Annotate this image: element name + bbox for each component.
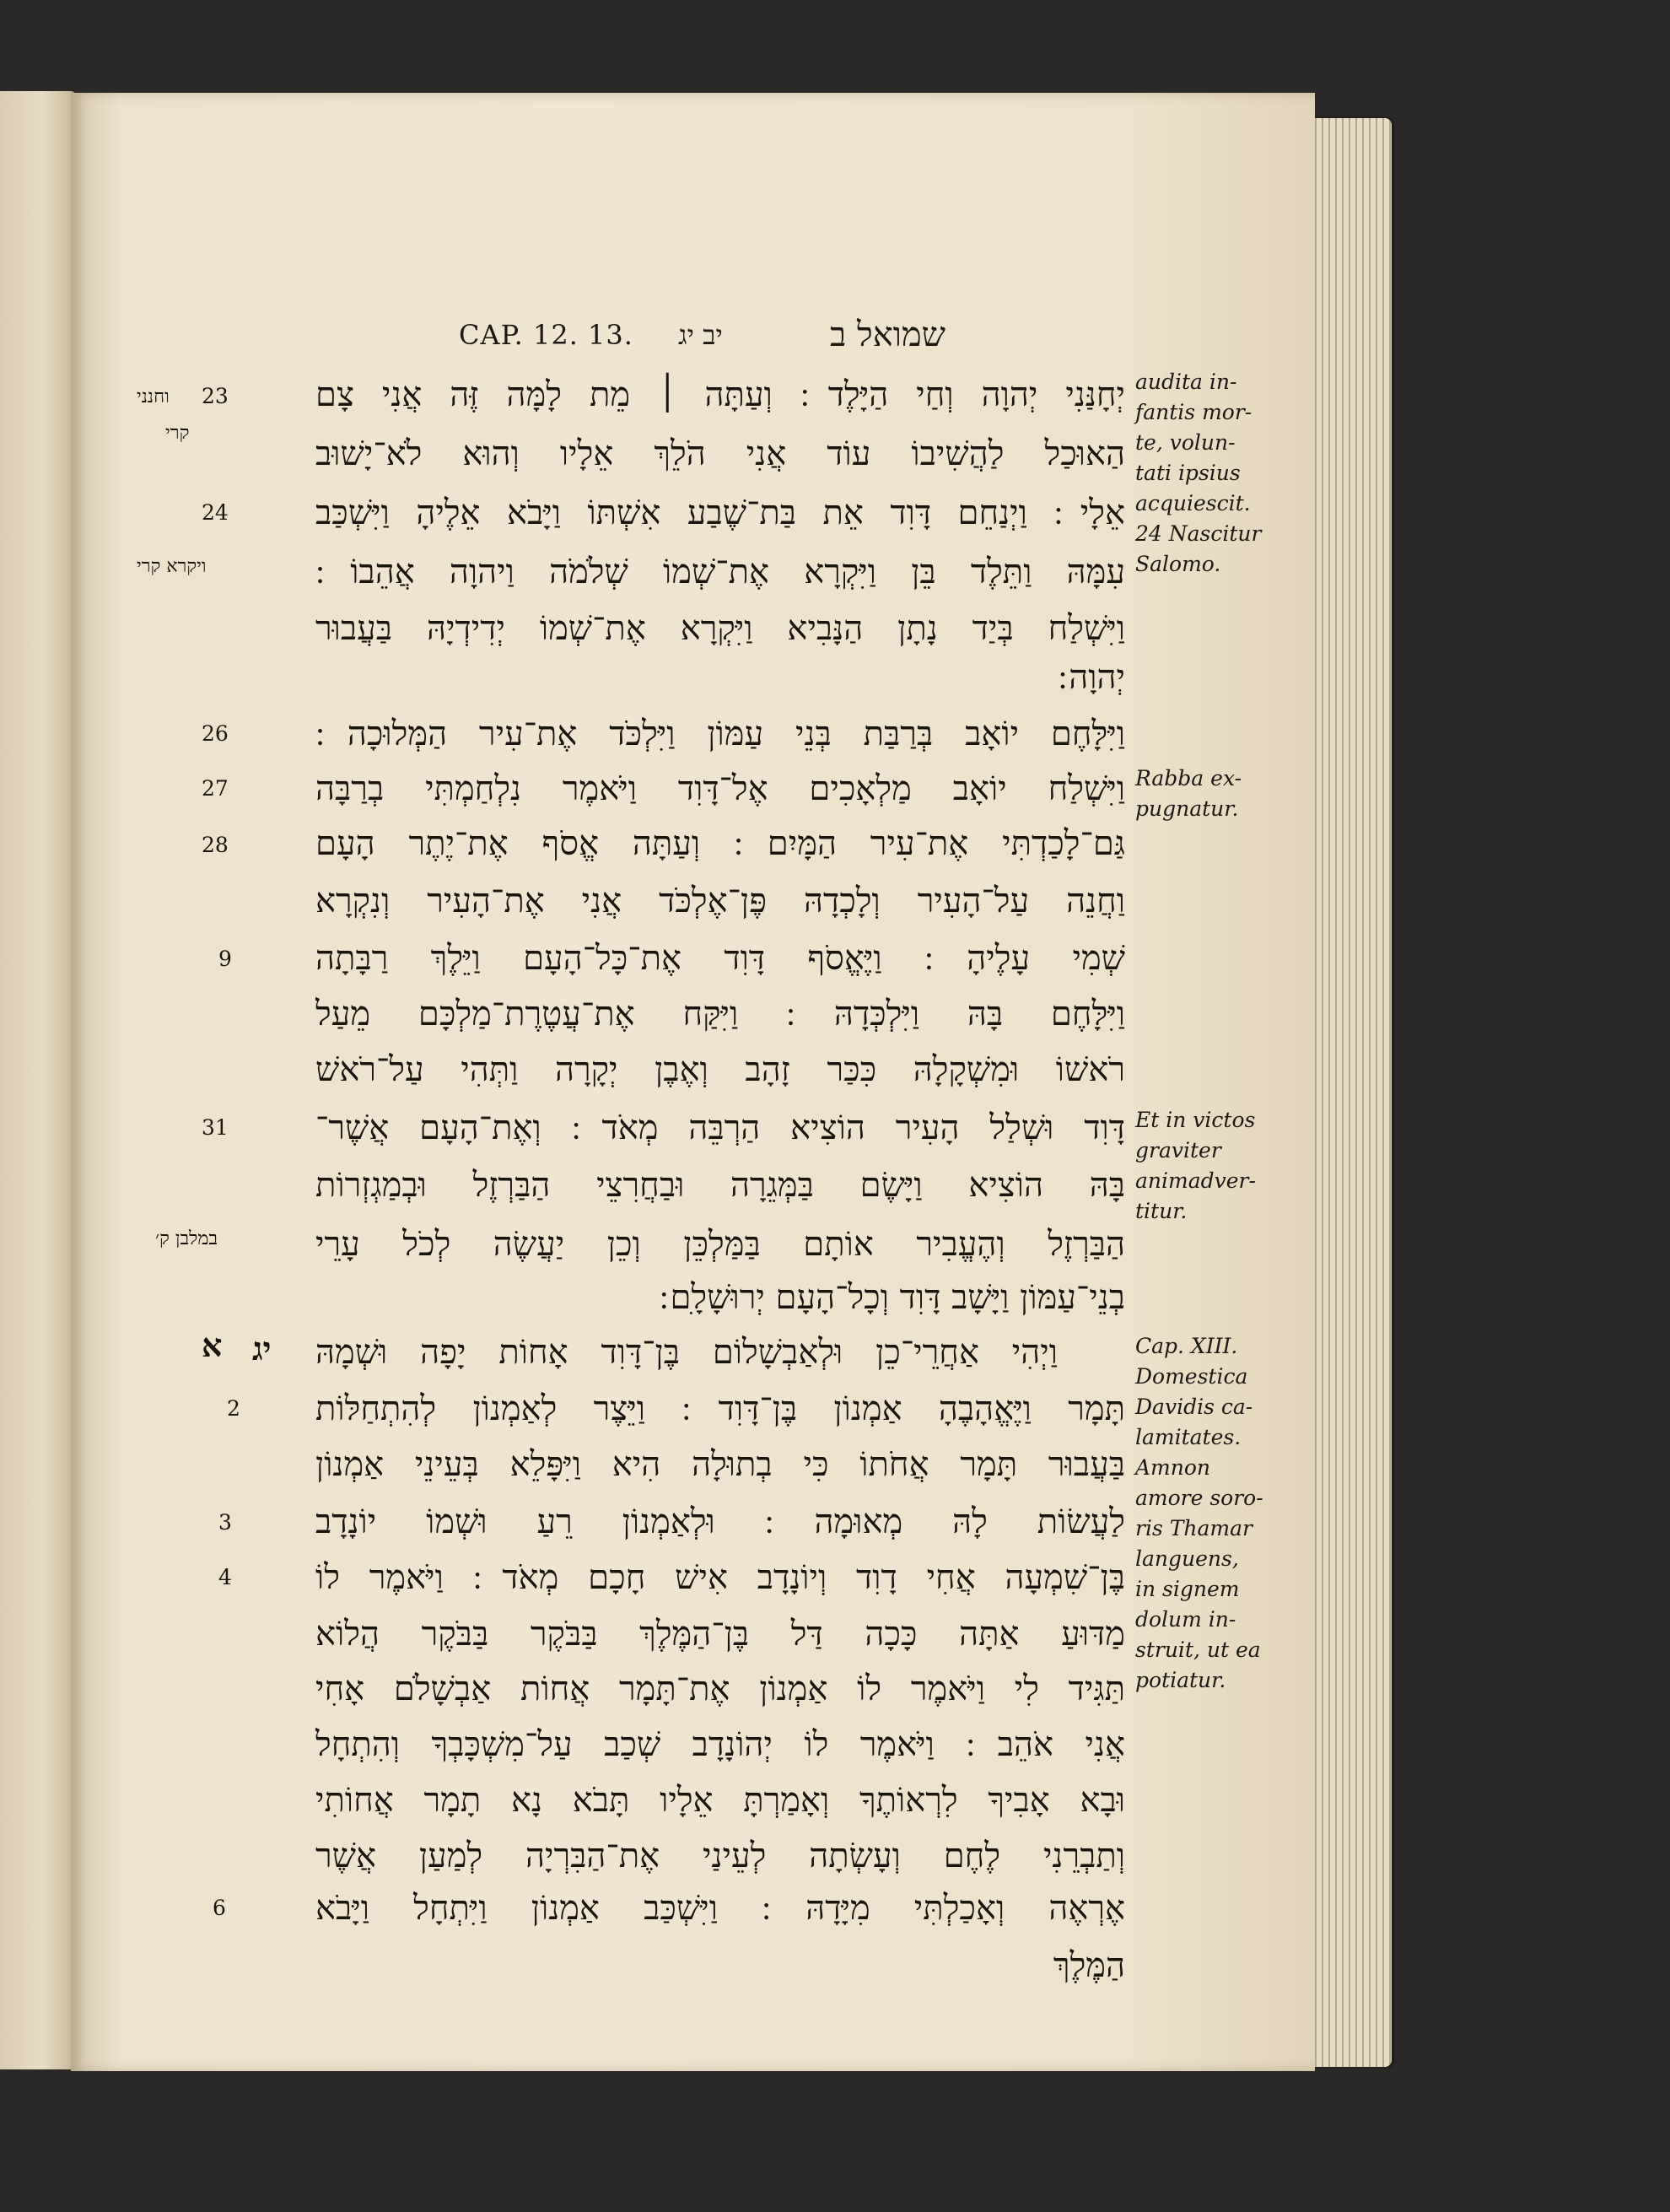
- text-line: מַדּוּעַ אַתָּה כָּכָה דַּל בֶּן־הַמֶּלֶךְ בַּבֹּקֶר בַּבֹּקֶר הֲלוֹא: [315, 1615, 1125, 1654]
- text-line: אֶרְאֶה וְאָכַלְתִּי מִיָּדָהּ ׃ וַיִּשְׁכַּב אַמְנוֹן וַיִּתְחָל וַיָּבֹא: [315, 1889, 1125, 1928]
- margin-note-line: amore soro-: [1135, 1486, 1263, 1510]
- verse-number: 3: [218, 1510, 232, 1535]
- text-line: דָּוִד וּשְׁלַל הָעִיר הוֹצִיא הַרְבֵּה מְאֹד ׃ וְאֶת־הָעָם אֲשֶׁר־: [315, 1109, 1125, 1147]
- text-line: בֶּן־שִׁמְעָה אֲחִי דָוִד וְיוֹנָדָב אִישׁ חָכָם מְאֹד ׃ וַיֹּאמֶר לוֹ: [315, 1558, 1125, 1597]
- margin-note-line: 24 Nascitur: [1135, 521, 1262, 546]
- text-line: תַּגִּיד לִי וַיֹּאמֶר לוֹ אַמְנוֹן אֶת־תָּמָר אֲחוֹת אַבְשָׁלֹם אָחִי: [315, 1670, 1125, 1708]
- chapter-letter: א: [202, 1326, 223, 1364]
- text-line: וַיִּלָּחֶם יוֹאָב בְּרַבַּת בְּנֵי עַמּוֹן וַיִּלְכֹּד אֶת־עִיר הַמְּלוּכָה ׃: [315, 715, 1125, 753]
- text-line: עִמָּהּ וַתֵּלֶד בֵּן וַיִּקְרָא אֶת־שְׁמוֹ שְׁלֹמֹה וַיהוָה אֲהֵבוֹ ׃: [315, 553, 1125, 591]
- chapter-number: יג: [252, 1330, 272, 1368]
- verse-number: 4: [218, 1565, 232, 1589]
- running-header-caption: CAP. 12. 13.: [459, 319, 633, 351]
- running-header-chapters: יב יג: [678, 319, 723, 351]
- margin-note-line: Salomo.: [1135, 552, 1221, 576]
- margin-note-line: lamitates.: [1135, 1425, 1242, 1449]
- running-header-book: שמואל ב: [830, 316, 945, 354]
- margin-note: [1135, 763, 1270, 824]
- margin-note-line: audita in-: [1135, 370, 1237, 394]
- book-page: [71, 93, 1315, 2071]
- margin-note-line: tati ipsius: [1135, 461, 1241, 485]
- verse-number: 2: [227, 1396, 240, 1421]
- text-line: הַבַּרְזֶל וְהֶעֱבִיר אוֹתָם בַּמַּלְכֵּן וְכֵן יַעֲשֶׂה לְכֹל עָרֵי: [315, 1225, 1125, 1264]
- margin-note: [1135, 1331, 1270, 1696]
- verse-number: 31: [202, 1115, 229, 1140]
- margin-note-line: animadver-: [1135, 1168, 1256, 1193]
- margin-note-line: Davidis ca-: [1135, 1395, 1253, 1419]
- text-line: וַיְהִי אַחֲרֵי־כֵן וּלְאַבְשָׁלוֹם בֶּן־דָּוִד אָחוֹת יָפָה וּשְׁמָהּ: [315, 1333, 1058, 1372]
- text-line: וַחֲנֵה עַל־הָעִיר וְלָכְדָהּ פֶּן־אֶלְכֹּד אֲנִי אֶת־הָעִיר וְנִקְרָא: [315, 882, 1125, 920]
- text-line: וַיִּשְׁלַח יוֹאָב מַלְאָכִים אֶל־דָּוִד וַיֹּאמֶר נִלְחַמְתִּי בְרַבָּה: [315, 769, 1125, 808]
- margin-note-line: acquiescit.: [1135, 491, 1251, 515]
- qere-note: ויקרא קרי: [137, 556, 207, 577]
- margin-note-line: Rabba ex-: [1135, 766, 1242, 790]
- margin-note-line: Amnon: [1135, 1455, 1211, 1480]
- margin-note-line: Domestica: [1135, 1364, 1248, 1389]
- text-line: רֹאשׁוֹ וּמִשְׁקָלָהּ כִּכַּר זָהָב וְאֶבֶן יְקָרָה וַתְּהִי עַל־רֹאשׁ: [315, 1050, 1125, 1089]
- margin-note-line: pugnatur.: [1135, 796, 1239, 821]
- margin-note-line: ris Thamar: [1135, 1516, 1252, 1540]
- verse-number: 9: [218, 947, 232, 971]
- text-line: בְנֵי־עַמּוֹן וַיָּשָׁב דָּוִד וְכָל־הָעָם יְרוּשָׁלָ‍ִם ׃: [659, 1278, 1125, 1317]
- text-line: יְהוָה ׃: [1058, 658, 1125, 697]
- margin-note-line: te, volun-: [1135, 430, 1236, 455]
- margin-note-line: languens,: [1135, 1546, 1239, 1571]
- margin-note-line: fantis mor-: [1135, 400, 1252, 424]
- catchword: הַמֶּלֶךְ: [1053, 1946, 1125, 1985]
- verse-number: 26: [202, 721, 229, 746]
- verse-number: 27: [202, 776, 229, 801]
- text-line: לַעֲשׂוֹת לָהּ מְאוּמָה ׃ וּלְאַמְנוֹן רֵעַ וּשְׁמוֹ יוֹנָדָב: [315, 1503, 1125, 1541]
- margin-note-line: dolum in-: [1135, 1607, 1236, 1632]
- text-line: וּבָא אָבִיךָ לִרְאוֹתֶךָ וְאָמַרְתָּ אֵלָיו תָּבֹא נָא תָמָר אֲחוֹתִי: [315, 1781, 1125, 1820]
- verse-number: 23: [202, 384, 229, 408]
- qere-note: במלבן ק׳: [155, 1228, 218, 1249]
- verse-number: 6: [213, 1896, 226, 1920]
- left-page-edge: [0, 91, 76, 2069]
- text-line: בַּעֲבוּר תָּמָר אֲחֹתוֹ כִּי בְתוּלָה הִיא וַיִּפָּלֵא בְּעֵינֵי אַמְנוֹן: [315, 1445, 1125, 1484]
- verse-number: 28: [202, 833, 229, 857]
- page-stack-edge: [1303, 118, 1392, 2067]
- text-line: יְחָנַּנִי יְהוָה וְחַי הַיָּלֶד ׃ וְעַתָּה ׀ מֵת לָמָּה זֶּה אֲנִי צָם: [315, 375, 1125, 414]
- text-line: וַיִּשְׁלַח בְּיַד נָתָן הַנָּבִיא וַיִּקְרָא אֶת־שְׁמוֹ יְדִידְיָהּ בַּעֲבוּר: [315, 609, 1125, 648]
- text-line: הַאוּכַל לַהֲשִׁיבוֹ עוֹד אֲנִי הֹלֵךְ אֵלָיו וְהוּא לֹא־יָשׁוּב: [315, 434, 1125, 473]
- text-line: וְתַבְרֵנִי לֶחֶם וְעָשְׂתָה לְעֵינַי אֶת־הַבִּרְיָה לְמַעַן אֲשֶׁר: [315, 1837, 1125, 1875]
- margin-note-line: titur.: [1135, 1199, 1188, 1223]
- text-line: אֲנִי אֹהֵב ׃ וַיֹּאמֶר לוֹ יְהוֹנָדָב שְׁכַב עַל־מִשְׁכָּבְךָ וְהִתְחָל: [315, 1725, 1125, 1764]
- text-line: גַּם־לָכַדְתִּי אֶת־עִיר הַמָּיִם ׃ וְעַתָּה אֱסֹף אֶת־יֶתֶר הָעָם: [315, 824, 1125, 863]
- text-line: וַיִּלָּחֶם בָּהּ וַיִּלְכְּדָהּ ׃ וַיִּקַּח אֶת־עֲטֶרֶת־מַלְכָּם מֵעַל: [315, 995, 1125, 1033]
- verse-number: 24: [202, 500, 229, 525]
- qere-note: וחנני: [137, 386, 170, 407]
- qere-note: קרי: [165, 423, 190, 444]
- text-line: אֵלָי ׃ וַיְנַחֵם דָּוִד אֵת בַּת־שֶׁבַע אִשְׁתּוֹ וַיָּבֹא אֵלֶיהָ וַיִּשְׁכַּב: [315, 494, 1125, 532]
- margin-note: [1135, 1105, 1270, 1227]
- text-line: שְׁמִי עָלֶיהָ ׃ וַיֶּאֱסֹף דָּוִד אֶת־כָּל־הָעָם וַיֵּלֶךְ רַבָּתָה: [315, 939, 1125, 978]
- margin-note-line: potiatur.: [1135, 1668, 1226, 1692]
- margin-note-line: Et in victos: [1135, 1108, 1256, 1132]
- text-line: תָּמָר וַיֶּאֱהָבֶהָ אַמְנוֹן בֶּן־דָּוִד ׃ וַיֵּצֶר לְאַמְנוֹן לְהִתְחַלּוֹת: [315, 1389, 1125, 1428]
- margin-note: [1135, 367, 1270, 580]
- text-line: בָּהּ הוֹצִיא וַיָּשֶׂם בַּמְּגֵרָה וּבַחֲרִצֵי הַבַּרְזֶל וּבְמַגְזְרוֹת: [315, 1166, 1125, 1205]
- margin-note-line: Cap. XIII.: [1135, 1334, 1238, 1358]
- margin-note-line: in signem: [1135, 1577, 1240, 1601]
- margin-note-line: graviter: [1135, 1138, 1221, 1163]
- margin-note-line: struit, ut ea: [1135, 1637, 1261, 1662]
